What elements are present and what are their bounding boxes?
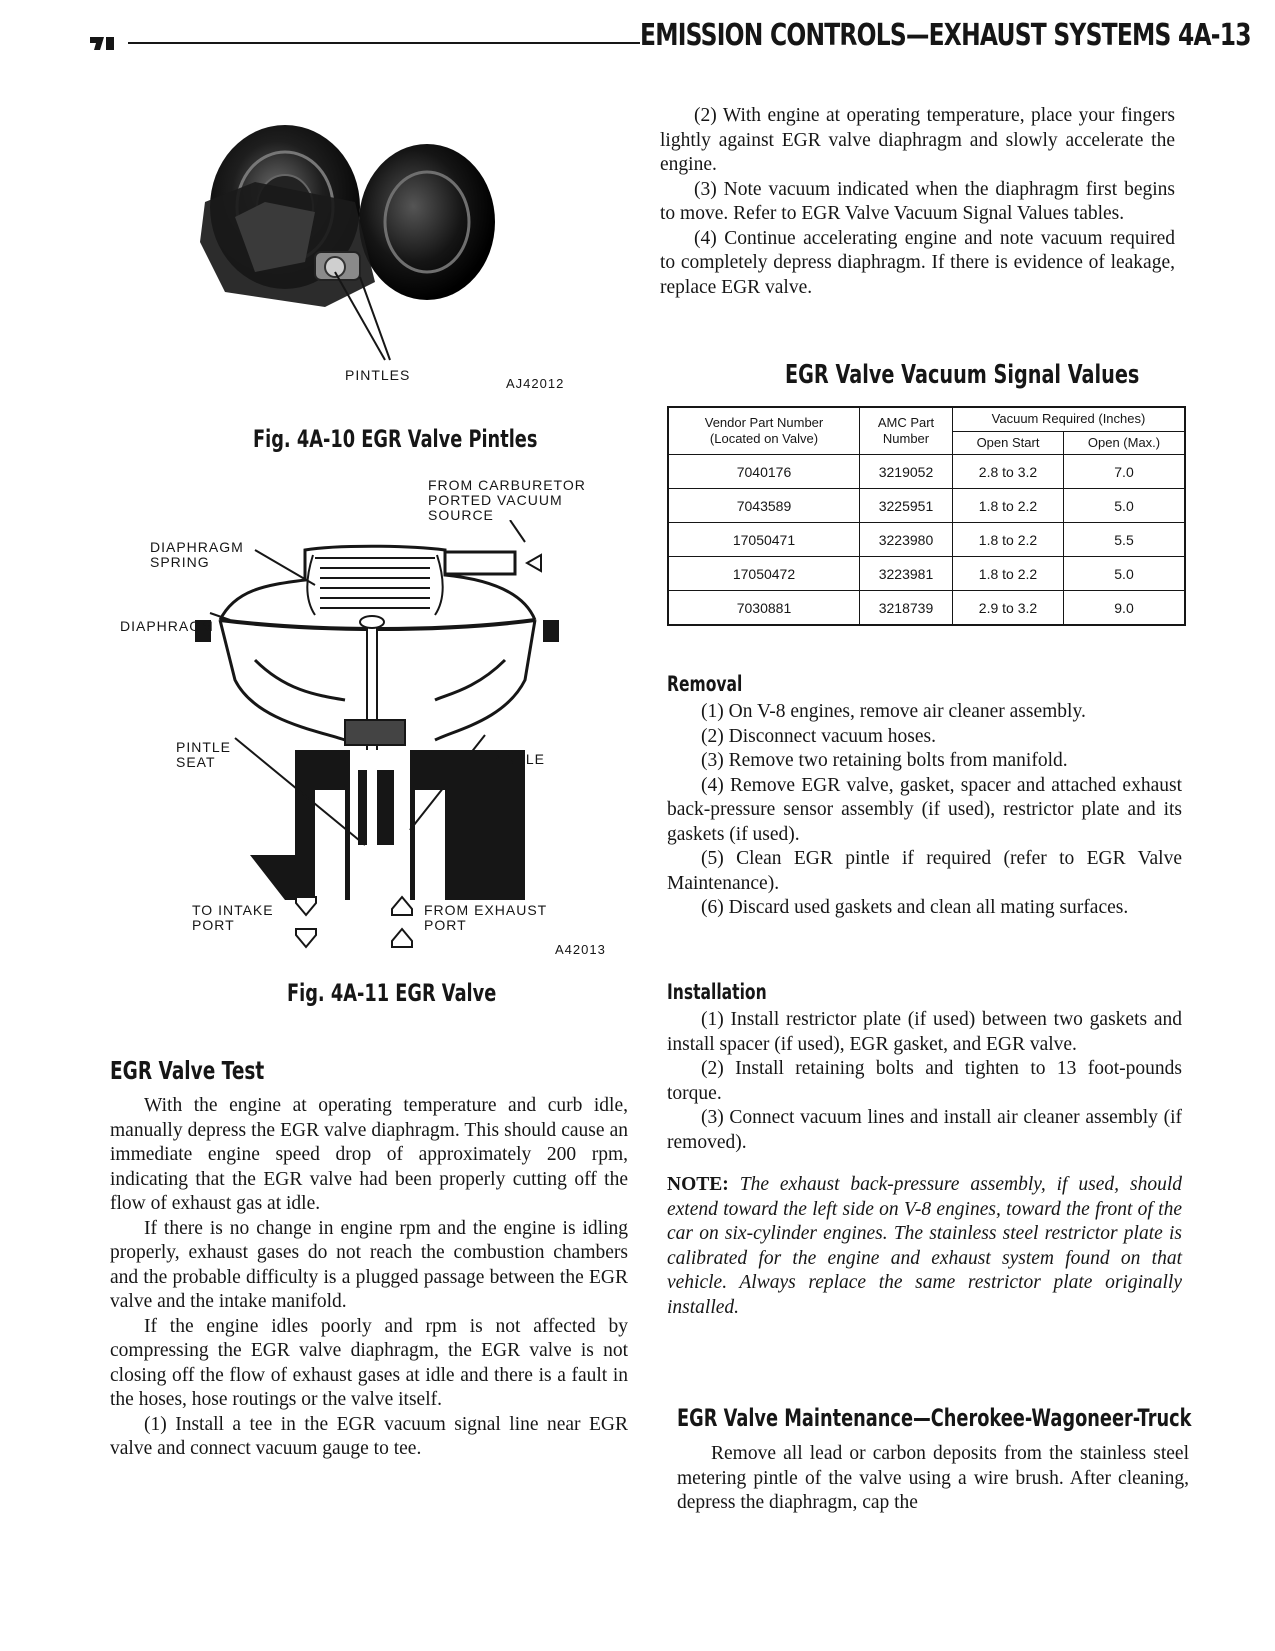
- table-cell: 1.8 to 2.2: [953, 523, 1064, 557]
- paragraph: (1) Install a tee in the EGR vacuum signal line near EGR valve and connect vacuum gauge to tee.: [110, 1413, 628, 1459]
- label-diaphragm-spring: DIAPHRAGM SPRING: [150, 539, 244, 570]
- table-cell: 7040176: [668, 455, 860, 489]
- removal-steps: [667, 700, 1182, 921]
- installation-steps: [667, 1008, 1182, 1320]
- note-text: The exhaust back-pressure assembly, if used, should extend toward the left side on V-8 engines, toward the front of the car on six-cylinder engines. The stainless steel restrictor plate is calibrated for the engine and exhaust system found on that vehicle. Always replace the same restrictor plate originally installed.: [667, 1174, 1182, 1318]
- paragraph: If the engine idles poorly and rpm is not affected by compressing the EGR valve diaphragm, the EGR valve is not closing off the flow of exhaust gases at idle and there is a fault in the hoses, hose routings or the valve itself.: [110, 1315, 628, 1410]
- step: (4) Continue accelerating engine and note vacuum required to completely depress diaphragm. If there is evidence of leakage, replace EGR valve.: [660, 227, 1175, 298]
- table-cell: 1.8 to 2.2: [953, 489, 1064, 523]
- table-cell: 5.0: [1064, 489, 1186, 523]
- table-cell: 3223980: [860, 523, 953, 557]
- table-cell: 3223981: [860, 557, 953, 591]
- table-cell: 5.5: [1064, 523, 1186, 557]
- table-row: [668, 523, 1185, 557]
- figure-code: AJ42012: [506, 376, 565, 391]
- label-pintle: PINTLE: [490, 751, 546, 767]
- table-cell: 5.0: [1064, 557, 1186, 591]
- figure-caption: Fig. 4A-11 EGR Valve: [287, 979, 497, 1007]
- paragraph: If there is no change in engine rpm and the engine is idling properly, exhaust gases do not reach the combustion chambers and the probable difficulty is a plugged passage between the EGR valve and the intake manifold.: [110, 1217, 628, 1312]
- table-cell: 3219052: [860, 455, 953, 489]
- column-header: Vacuum Required (Inches): [953, 407, 1186, 431]
- table-cell: 1.8 to 2.2: [953, 557, 1064, 591]
- label-from-exhaust-port: FROM EXHAUST PORT: [424, 902, 548, 933]
- table-cell: 7030881: [668, 591, 860, 626]
- label-pintles: PINTLES: [345, 367, 411, 383]
- column-header: Open Start: [953, 431, 1064, 455]
- section-mark-icon: [90, 34, 126, 50]
- note-label: NOTE:: [667, 1174, 729, 1195]
- table-cell: 2.8 to 3.2: [953, 455, 1064, 489]
- table-cell: 17050472: [668, 557, 860, 591]
- column-header: Open (Max.): [1064, 431, 1186, 455]
- note: [667, 1173, 1182, 1320]
- figure-code: A42013: [555, 942, 606, 957]
- egr-test-text: [110, 1094, 628, 1462]
- column-header: AMC Part Number: [860, 407, 953, 455]
- table-row: [668, 455, 1185, 489]
- header-rule: [128, 42, 640, 44]
- step: (3) Remove two retaining bolts from manifold.: [701, 750, 1068, 771]
- table-row: [668, 489, 1185, 523]
- arrow-up-icon: [388, 895, 416, 955]
- table-title: EGR Valve Vacuum Signal Values: [785, 360, 1140, 390]
- section-heading: EGR Valve Test: [110, 1056, 265, 1085]
- table-cell: 9.0: [1064, 591, 1186, 626]
- page-header-title: EMISSION CONTROLS—EXHAUST SYSTEMS 4A-13: [640, 18, 1251, 53]
- label-from-carburetor: FROM CARBURETOR PORTED VACUUM SOURCE: [428, 477, 586, 523]
- vacuum-signal-table: [667, 406, 1186, 626]
- test-steps-continued: [660, 104, 1175, 300]
- step: (4) Remove EGR valve, gasket, spacer and attached exhaust back-pressure sensor assembly (if used), restrictor plate and its gaskets (if used).: [667, 774, 1182, 845]
- arrow-down-icon: [292, 895, 320, 955]
- label-diaphragm: DIAPHRAGM: [120, 618, 214, 634]
- section-heading: Installation: [667, 980, 767, 1004]
- step: (6) Discard used gaskets and clean all mating surfaces.: [701, 897, 1129, 918]
- table-cell: 7.0: [1064, 455, 1186, 489]
- label-pintle-seat: PINTLE SEAT: [176, 739, 232, 770]
- table-cell: 3218739: [860, 591, 953, 626]
- paragraph: With the engine at operating temperature and curb idle, manually depress the EGR valve diaphragm. This should cause an immediate engine speed drop of approximately 200 rpm, indicating that the EGR valve had been properly cutting off the flow of exhaust gas at idle.: [110, 1095, 628, 1214]
- table-row: [668, 591, 1185, 626]
- step: (1) Install restrictor plate (if used) between two gaskets and install spacer (if used), EGR gasket, and EGR valve.: [667, 1009, 1182, 1055]
- section-heading: EGR Valve Maintenance—Cherokee-Wagoneer-Truck: [677, 1404, 1192, 1432]
- step: (1) On V-8 engines, remove air cleaner assembly.: [701, 701, 1086, 722]
- table-cell: 3225951: [860, 489, 953, 523]
- step: (3) Connect vacuum lines and install air cleaner assembly (if removed).: [667, 1107, 1182, 1153]
- step: (3) Note vacuum indicated when the diaphragm first begins to move. Refer to EGR Valve Vacuum Signal Values tables.: [660, 178, 1175, 224]
- column-header: Vendor Part Number (Located on Valve): [668, 407, 860, 455]
- step: (5) Clean EGR pintle if required (refer to EGR Valve Maintenance).: [667, 848, 1182, 894]
- step: (2) Disconnect vacuum hoses.: [701, 725, 937, 747]
- step: (2) With engine at operating temperature, place your fingers lightly against EGR valve diaphragm and slowly accelerate the engine.: [660, 105, 1175, 175]
- step: (2) Install retaining bolts and tighten to 13 foot-pounds torque.: [667, 1058, 1182, 1104]
- table-cell: 17050471: [668, 523, 860, 557]
- section-heading: Removal: [667, 672, 743, 696]
- table-cell: 2.9 to 3.2: [953, 591, 1064, 626]
- egr-valve-cutaway-diagram: [195, 520, 595, 960]
- maintenance-text: [677, 1442, 1189, 1516]
- figure-caption: Fig. 4A-10 EGR Valve Pintles: [253, 425, 538, 453]
- paragraph: Remove all lead or carbon deposits from the stainless steel metering pintle of the valve using a wire brush. After cleaning, depress the diaphragm, cap the: [677, 1443, 1189, 1513]
- egr-valve-pintles-photo: [195, 112, 545, 362]
- label-to-intake-port: TO INTAKE PORT: [192, 902, 274, 933]
- table-cell: 7043589: [668, 489, 860, 523]
- table-row: [668, 557, 1185, 591]
